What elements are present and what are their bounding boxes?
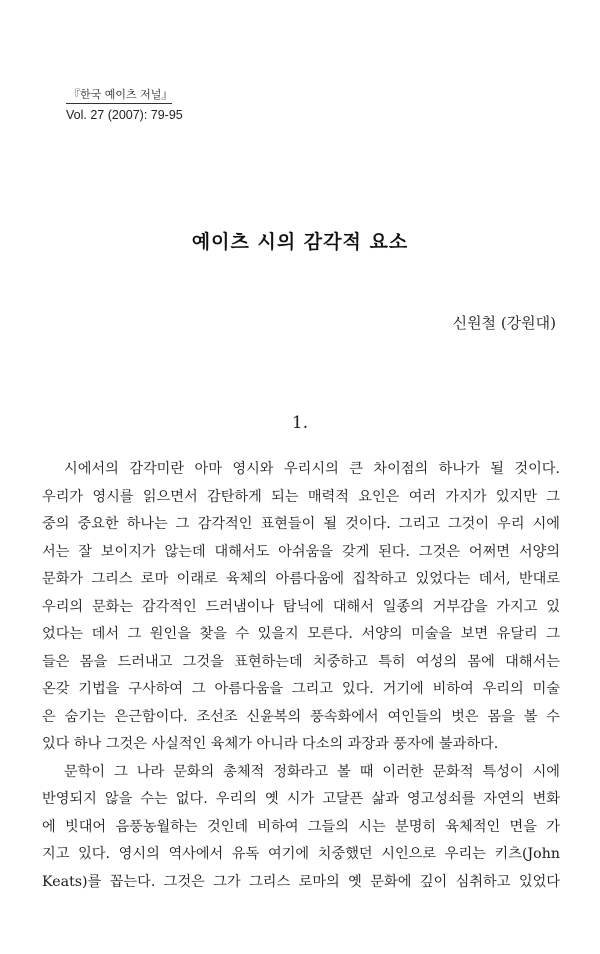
body-line: 에 빗대어 음풍농월하는 것인데 비하여 그들의 시는 분명히 육체적인 면을 가 [42, 818, 560, 835]
body-line: 반영되지 않을 수는 없다. 우리의 옛 시가 고달픈 삶과 영고성쇠를 자연의 변화 [42, 791, 560, 807]
journal-header [66, 86, 183, 122]
body-line: 있다 하나 그것은 사실적인 육체가 아니라 다소의 과장과 풍자에 불과하다. [42, 736, 499, 752]
body-line: 우리의 문화는 감각적인 드러냄이나 탐닉에 대해서 일종의 거부감을 가지고 있 [42, 598, 560, 615]
body-line: 지고 있다. 영시의 역사에서 유독 여기에 치중했던 시인으로 우리는 키츠(John [42, 846, 560, 862]
body-line: 었다는 데서 그 원인을 찾을 수 있을지 모른다. 서양의 미술을 보면 유달리 그 [42, 626, 560, 642]
article-author: 신원철 (강원대) [452, 314, 556, 332]
body-line: Keats)를 꼽는다. 그것은 그가 그리스 로마의 옛 문화에 깊이 심취하고 있었다 [42, 873, 560, 890]
body-line: 온갖 기법을 구사하여 그 아름다움을 그리고 있다. 거기에 비하여 우리의 미술 [42, 681, 560, 697]
paragraph-2 [42, 759, 560, 897]
article-title: 예이츠 시의 감각적 요소 [191, 231, 409, 253]
body-line: 들은 몸을 드러내고 그것을 표현하는데 치중하고 특히 여성의 몸에 대해서는 [42, 653, 560, 670]
body-line: 서는 잘 보이지가 않는데 대해서도 아쉬움을 갖게 된다. 그것은 어쩌면 서양의 [42, 543, 560, 560]
body-line: 우리가 영시를 읽으면서 감탄하게 되는 매력적 요인은 여러 가지가 있지만 그 [42, 488, 560, 505]
journal-volume: Vol. 27 (2007): 79-95 [66, 108, 183, 122]
body-line: 문학이 그 나라 문화의 총체적 정화라고 볼 때 이러한 문화적 특성이 시에 [64, 763, 560, 780]
section-number: 1. [291, 413, 309, 433]
body-line: 시에서의 감각미란 아마 영시와 우리시의 큰 차이점의 하나가 될 것이다. [64, 461, 560, 477]
paragraph-1 [42, 456, 560, 759]
body-line: 문화가 그리스 로마 이래로 육체의 아름다움에 집착하고 있었다는 데서, 반대로 [42, 571, 560, 587]
body-line: 중의 중요한 하나는 그 감각적인 표현들이 될 것이다. 그리고 그것이 우리 시에 [42, 516, 560, 532]
body-line: 은 숨기는 은근함이다. 조선조 신윤복의 풍속화에서 여인들의 벗은 몸을 볼 수 [42, 708, 560, 725]
journal-name: 『한국 예이츠 저널』 [66, 86, 172, 104]
